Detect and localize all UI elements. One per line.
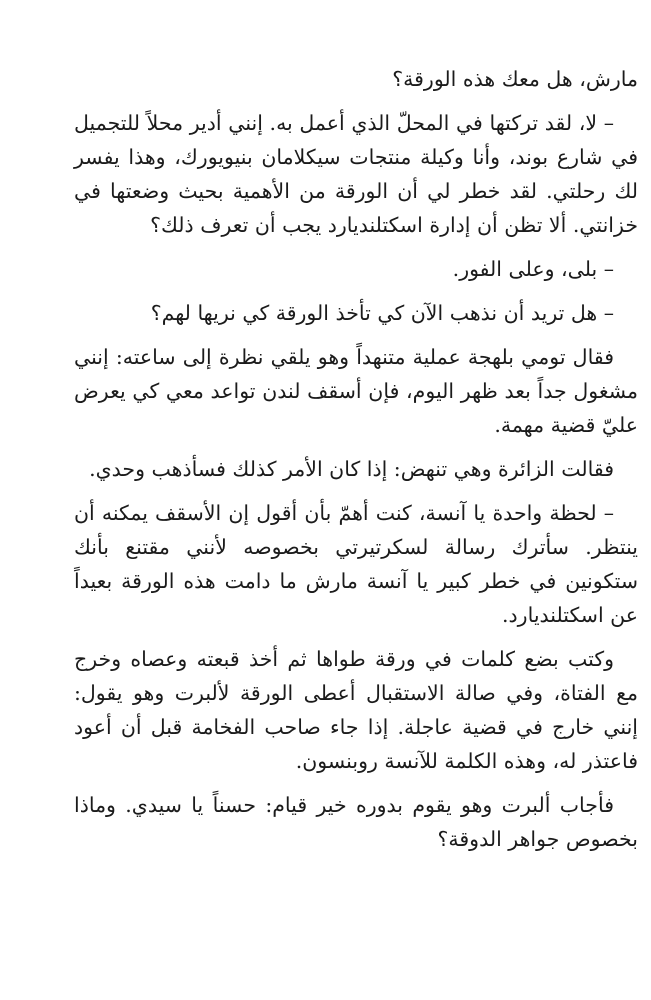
paragraph-8: وكتب بضع كلمات في ورقة طواها ثم أخذ قبعته وعصاه وخرج مع الفتاة، وفي صالة الاستقبال أعطى الورقة لألبرت وهو يقول: إنني خارج في قضية عاجلة. إذا جاء صاحب الفخامة قبل أن أعود فاعتذر له، وهذه الكلمة للآنسة روبنسون. bbox=[74, 647, 638, 773]
document-page bbox=[74, 62, 638, 866]
paragraph-4: – هل تريد أن نذهب الآن كي تأخذ الورقة كي نريها لهم؟ bbox=[150, 301, 614, 325]
paragraph-5: فقال تومي بلهجة عملية متنهداً وهو يلقي نظرة إلى ساعته: إنني مشغول جداً بعد ظهر اليوم، فإن أسقف لندن تواعد معي كي يعرض عليّ قضية مهمة. bbox=[74, 345, 638, 437]
paragraph-3: – بلى، وعلى الفور. bbox=[452, 257, 614, 281]
paragraph-7: – لحظة واحدة يا آنسة، كنت أهمّ بأن أقول إن الأسقف يمكنه أن ينتظر. سأترك رسالة لسكرتيرتي بخصوصه لأنني مقتنع بأنك ستكونين في خطر كبير يا آنسة مارش ما دامت هذه الورقة بعيداً عن اسكتلنديارد. bbox=[74, 501, 638, 627]
paragraph-9: فأجاب ألبرت وهو يقوم بدوره خير قيام: حسناً يا سيدي. وماذا بخصوص جواهر الدوقة؟ bbox=[74, 793, 638, 851]
paragraph-1: مارش، هل معك هذه الورقة؟ bbox=[392, 67, 638, 91]
paragraph-6: فقالت الزائرة وهي تنهض: إذا كان الأمر كذلك فسأذهب وحدي. bbox=[89, 457, 614, 481]
paragraph-2: – لا، لقد تركتها في المحلّ الذي أعمل به. إنني أدير محلاً للتجميل في شارع بوند، وأنا وكيلة منتجات سيكلامان بنيويورك، وهذا يفسر لك رحلتي. لقد خطر لي أن الورقة من الأهمية بحيث وضعتها في خزانتي. ألا تظن أن إدارة اسكتلنديارد يجب أن تعرف ذلك؟ bbox=[74, 111, 638, 237]
